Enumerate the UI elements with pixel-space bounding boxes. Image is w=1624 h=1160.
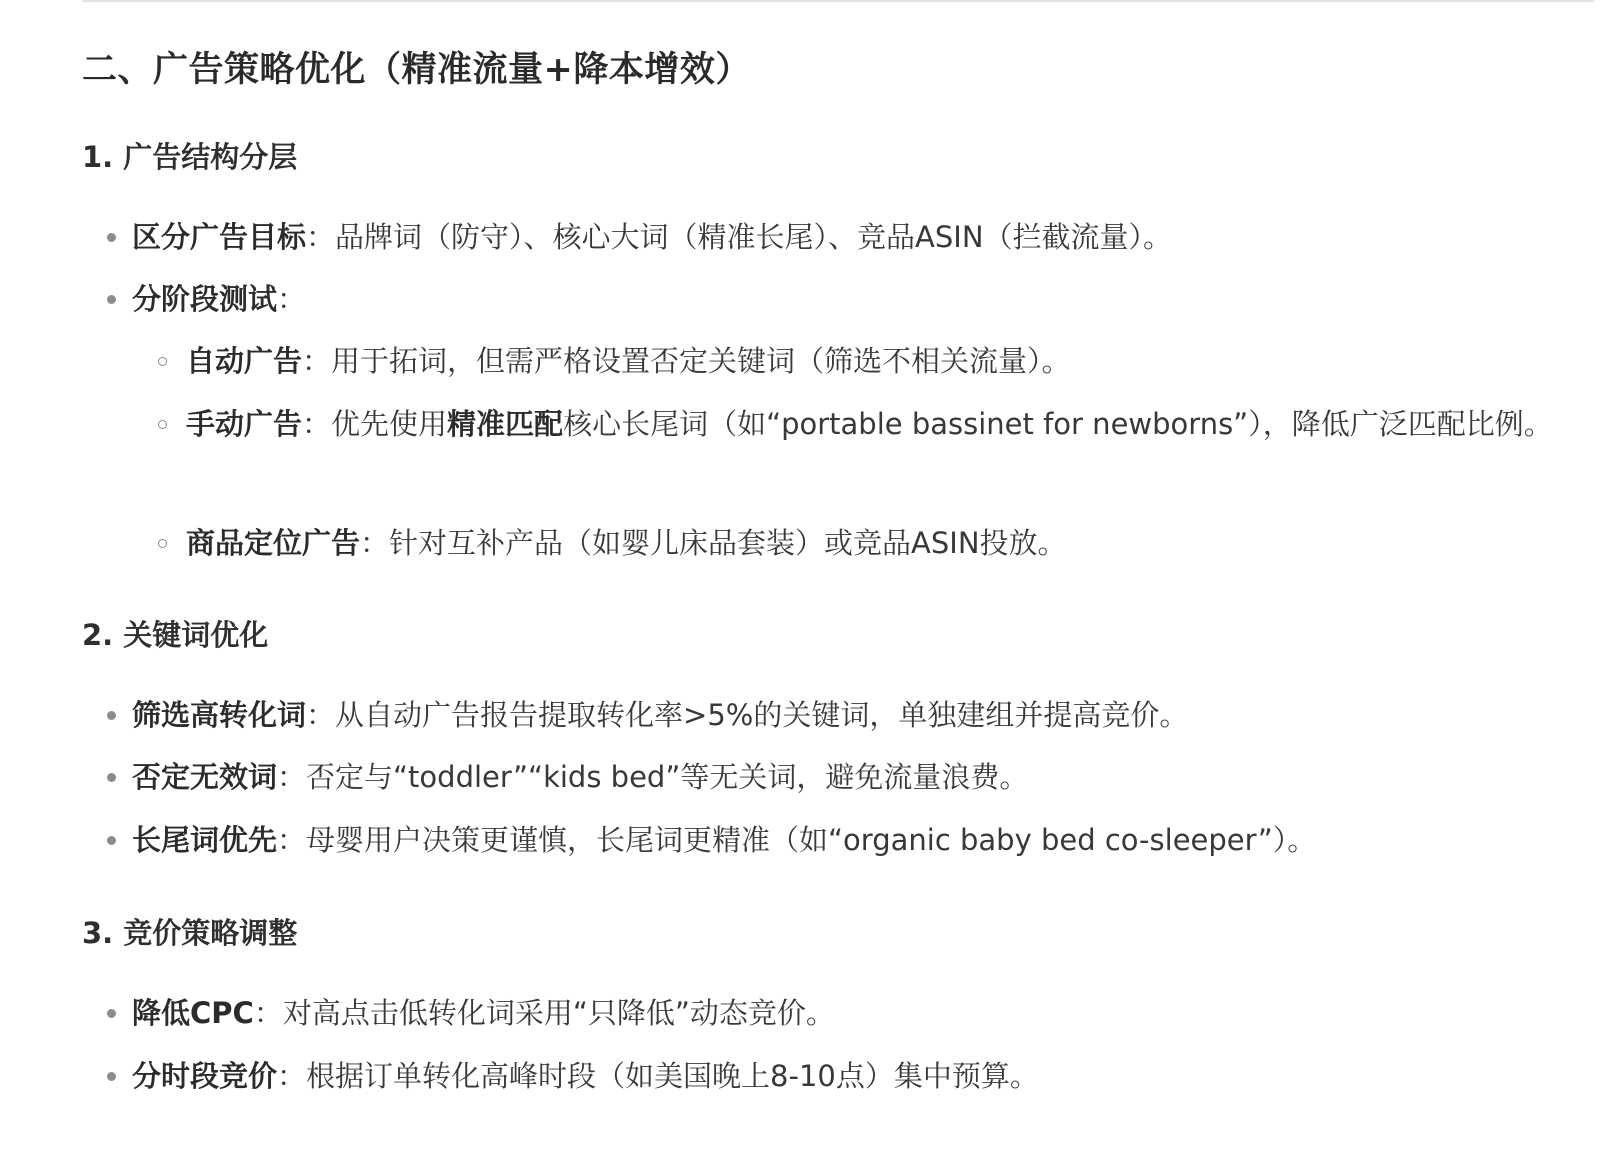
item-label: 自动广告 bbox=[186, 344, 303, 378]
list-item: 否定无效词：否定与“toddler”“kids bed”等无关词，避免流量浪费。 bbox=[132, 760, 1029, 794]
bullet-circle bbox=[158, 420, 167, 429]
item-label: 分时段竞价 bbox=[132, 1059, 278, 1093]
bullet-dot bbox=[107, 233, 116, 242]
list-item: 长尾词优先：母婴用户决策更谨慎，长尾词更精准（如“organic baby bed co-sleeper”）。 bbox=[132, 823, 1317, 857]
bullet-dot bbox=[107, 1072, 116, 1081]
list-item: 降低CPC：对高点击低转化词采用“只降低”动态竞价。 bbox=[132, 996, 835, 1030]
list-item: 筛选高转化词：从自动广告报告提取转化率>5%的关键词，单独建组并提高竞价。 bbox=[132, 698, 1189, 732]
item-label: 筛选高转化词 bbox=[132, 698, 307, 732]
nested-list-item: 自动广告：用于拓词，但需严格设置否定关键词（筛选不相关流量）。 bbox=[186, 344, 1071, 378]
subsection-heading-3: 3. 竞价策略调整 bbox=[82, 916, 298, 950]
item-text: 核心长尾词（如“portable bassinet for newborns”），降低广泛匹配比例。 bbox=[563, 407, 1553, 441]
horizontal-rule bbox=[82, 0, 1594, 2]
bullet-dot bbox=[107, 773, 116, 782]
subsection-heading-2: 2. 关键词优化 bbox=[82, 618, 269, 652]
item-text: 对高点击低转化词采用“只降低”动态竞价。 bbox=[282, 996, 835, 1030]
bullet-dot bbox=[107, 836, 116, 845]
nested-list-item: 商品定位广告：针对互补产品（如婴儿床品套装）或竞品ASIN投放。 bbox=[186, 526, 1067, 560]
bullet-circle bbox=[158, 539, 167, 548]
bullet-circle bbox=[158, 357, 167, 366]
item-label: 长尾词优先 bbox=[132, 823, 278, 857]
bullet-dot bbox=[107, 1009, 116, 1018]
item-text: 针对互补产品（如婴儿床品套装）或竞品ASIN投放。 bbox=[389, 526, 1067, 560]
item-text: 品牌词（防守）、核心大词（精准长尾）、竞品ASIN（拦截流量）。 bbox=[335, 220, 1173, 254]
list-item: 分阶段测试： bbox=[132, 282, 307, 316]
item-label: 降低CPC bbox=[132, 996, 254, 1030]
item-text: 母婴用户决策更谨慎，长尾词更精准（如“organic baby bed co-sleeper”）。 bbox=[306, 823, 1317, 857]
bullet-dot bbox=[107, 711, 116, 720]
list-item: 分时段竞价：根据订单转化高峰时段（如美国晚上8-10点）集中预算。 bbox=[132, 1059, 1039, 1093]
item-label: 商品定位广告 bbox=[186, 526, 361, 560]
item-label: 否定无效词 bbox=[132, 760, 278, 794]
item-text: 根据订单转化高峰时段（如美国晚上8-10点）集中预算。 bbox=[306, 1059, 1039, 1093]
item-label: 区分广告目标 bbox=[132, 220, 307, 254]
item-label: 分阶段测试 bbox=[132, 282, 278, 316]
emphasis-text: 精准匹配 bbox=[447, 407, 564, 441]
item-text: 从自动广告报告提取转化率>5%的关键词，单独建组并提高竞价。 bbox=[335, 698, 1189, 732]
bullet-dot bbox=[107, 295, 116, 304]
nested-list-item: 手动广告：优先使用精准匹配核心长尾词（如“portable bassinet for newborns”），降低广泛匹配比例。 bbox=[186, 407, 1553, 441]
item-text: 否定与“toddler”“kids bed”等无关词，避免流量浪费。 bbox=[306, 760, 1029, 794]
item-text: 用于拓词，但需严格设置否定关键词（筛选不相关流量）。 bbox=[331, 344, 1071, 378]
item-label: 手动广告 bbox=[186, 407, 303, 441]
subsection-heading-1: 1. 广告结构分层 bbox=[82, 140, 298, 174]
list-item: 区分广告目标：品牌词（防守）、核心大词（精准长尾）、竞品ASIN（拦截流量）。 bbox=[132, 220, 1173, 254]
section-heading: 二、广告策略优化（精准流量+降本增效） bbox=[82, 50, 751, 90]
